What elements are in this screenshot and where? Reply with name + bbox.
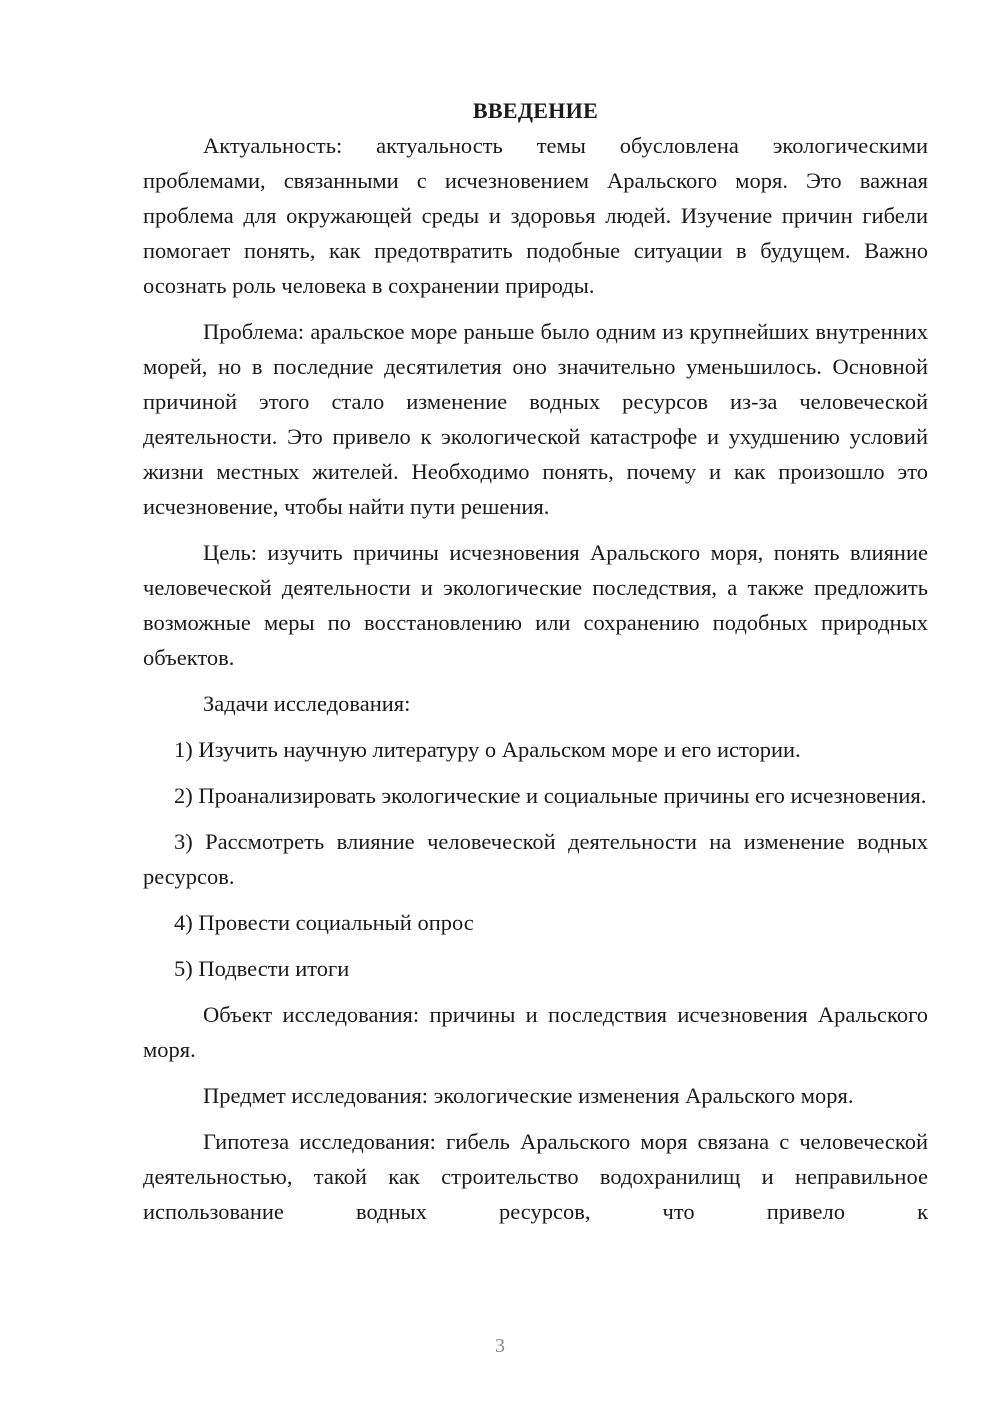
task-item-3: 3) Рассмотреть влияние человеческой деятельности на изменение водных ресурсов. xyxy=(143,829,928,889)
task-item-4: 4) Провести социальный опрос xyxy=(174,910,474,935)
paragraph-object: Объект исследования: причины и последствия исчезновения Аральского моря. xyxy=(143,1002,928,1062)
paragraph-hypothesis: Гипотеза исследования: гибель Аральского моря связана с человеческой деятельностью, такой как строительство водохранилищ и неправильное использование водных ресурсов, что привело к xyxy=(143,1129,928,1224)
paragraph-tasks-heading: Задачи исследования: xyxy=(203,691,411,716)
task-item-5: 5) Подвести итоги xyxy=(174,956,350,981)
task-item-2: 2) Проанализировать экологические и социальные причины его исчезновения. xyxy=(174,783,927,808)
document-page xyxy=(143,96,928,1240)
paragraph-problem: Проблема: аральское море раньше было одним из крупнейших внутренних морей, но в последние десятилетия оно значительно уменьшилось. Основной причиной этого стало изменение водных ресурсов из-за человеческой деятельности. Это привело к экологической катастрофе и ухудшению условий жизни местных жителей. Необходимо понять, почему и как произошло это исчезновение, чтобы найти пути решения. xyxy=(143,319,928,519)
paragraph-relevance: Актуальность: актуальность темы обусловлена экологическими проблемами, связанными с исчезновением Аральского моря. Это важная проблема для окружающей среды и здоровья людей. Изучение причин гибели помогает понять, как предотвратить подобные ситуации в будущем. Важно осознать роль человека в сохранении природы. xyxy=(143,133,928,298)
paragraph-subject: Предмет исследования: экологические изменения Аральского моря. xyxy=(203,1083,854,1108)
section-title: ВВЕДЕНИЕ xyxy=(472,98,599,123)
task-item-1: 1) Изучить научную литературу о Аральском море и его истории. xyxy=(174,737,801,762)
paragraph-goal: Цель: изучить причины исчезновения Аральского моря, понять влияние человеческой деятельности и экологические последствия, а также предложить возможные меры по восстановлению или сохранению подобных природных объектов. xyxy=(143,540,928,670)
page-number: 3 xyxy=(495,1335,505,1357)
